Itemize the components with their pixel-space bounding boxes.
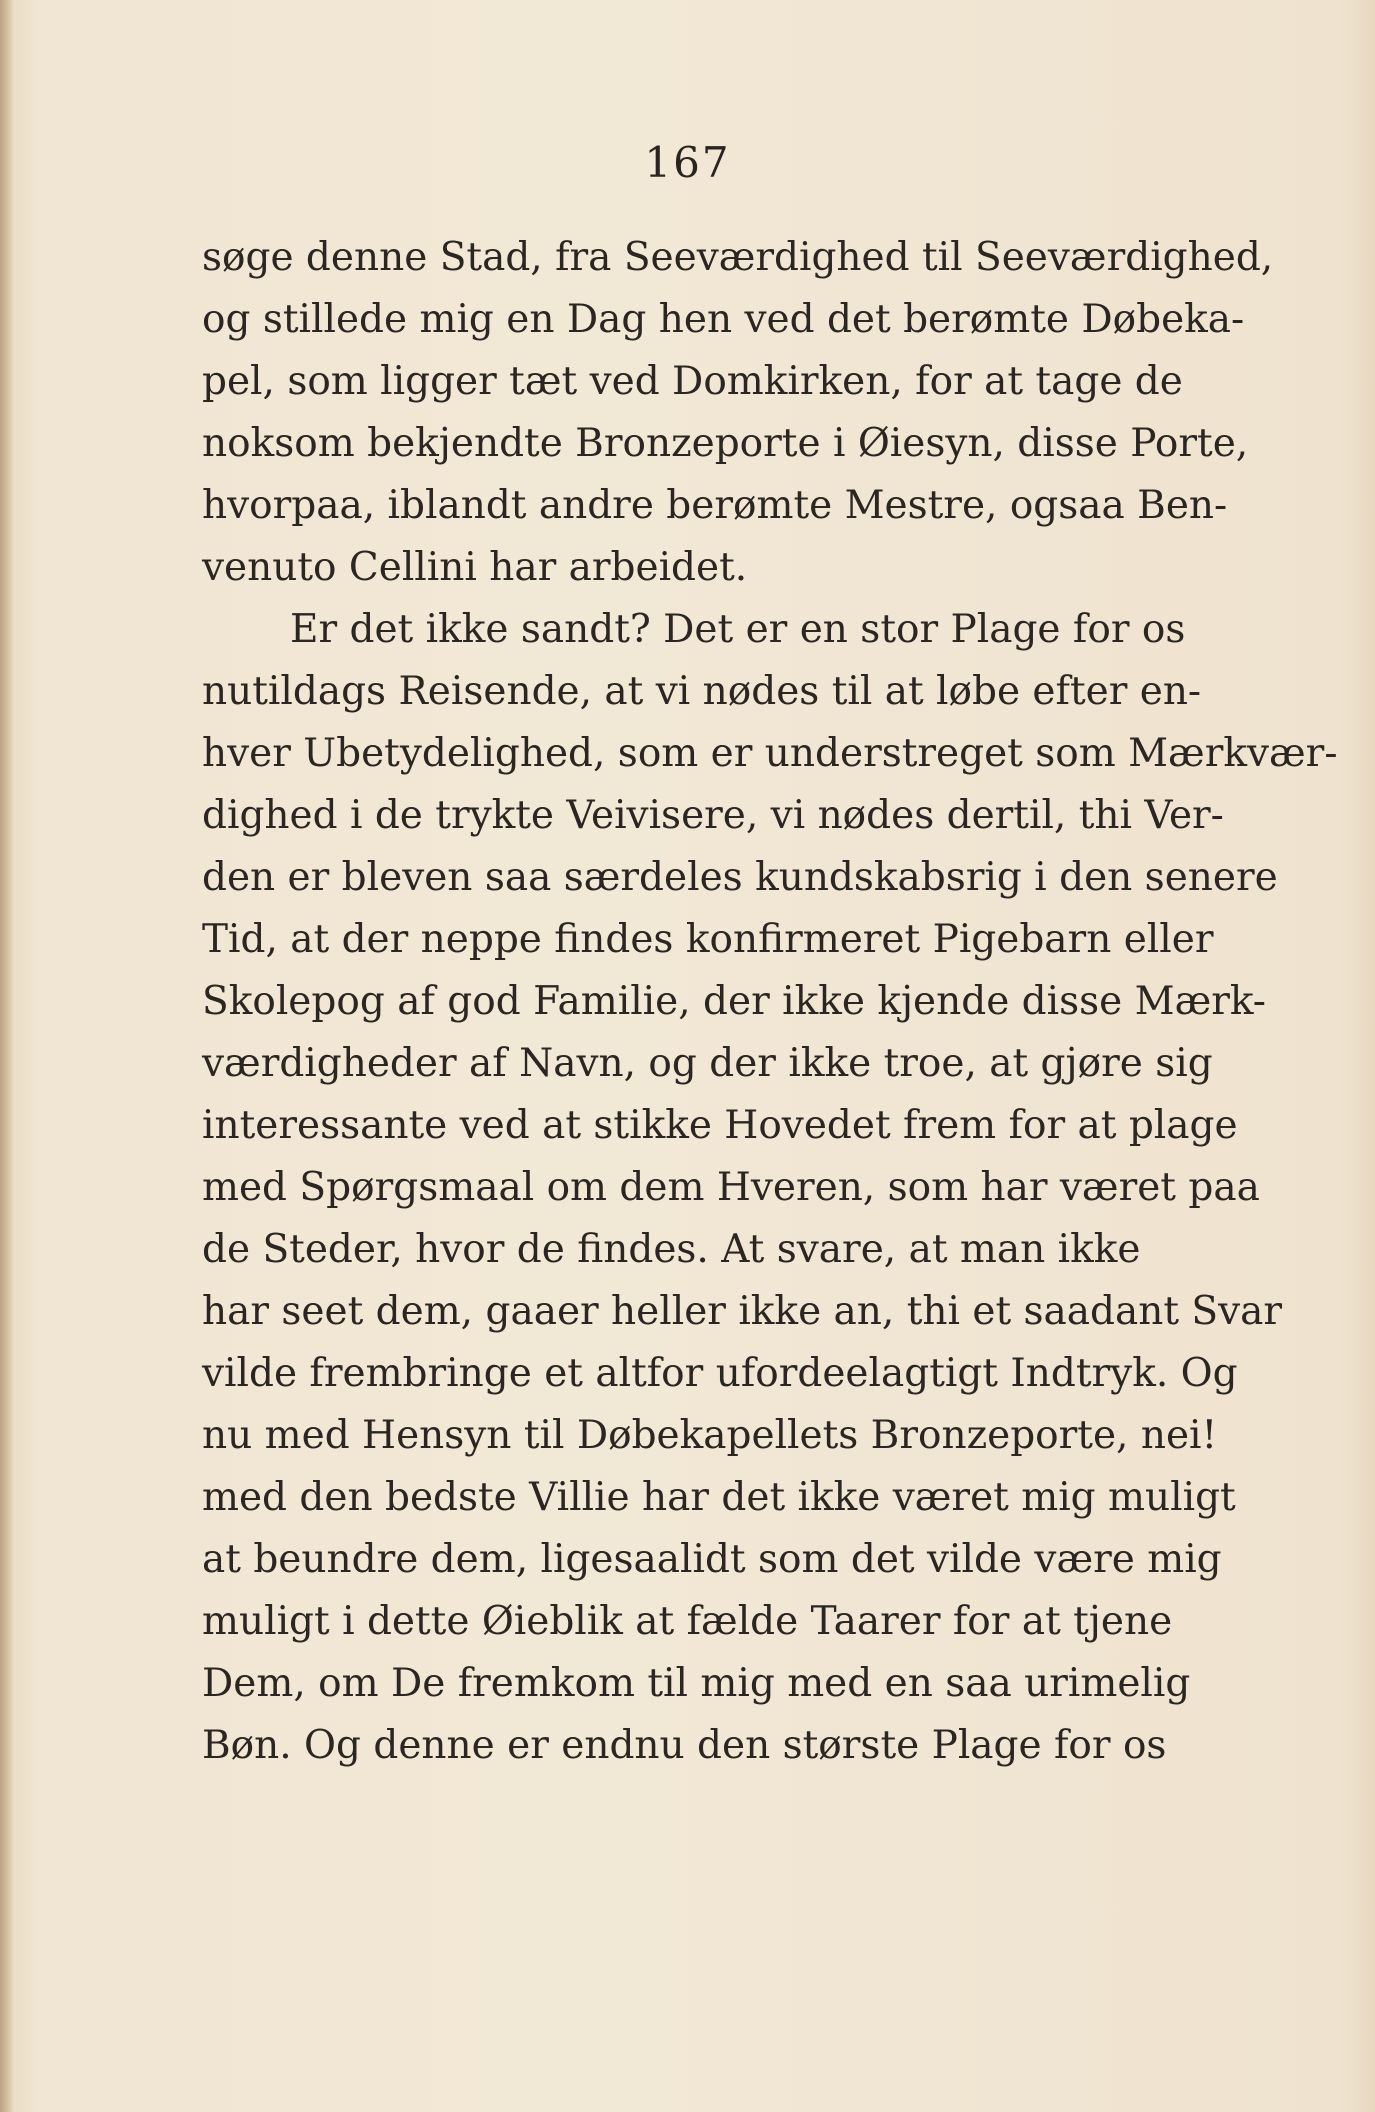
text-line: noksom bekjendte Bronzeporte i Øiesyn, disse Porte, <box>202 421 1249 466</box>
text-line: den er bleven saa særdeles kundskabsrig i den senere <box>202 855 1278 900</box>
text-line: Skolepog af god Familie, der ikke kjende disse Mærk- <box>202 979 1266 1024</box>
text-line: Dem, om De fremkom til mig med en saa urimelig <box>202 1661 1191 1706</box>
text-line: dighed i de trykte Veivisere, vi nødes dertil, thi Ver- <box>202 793 1224 838</box>
text-line: muligt i dette Øieblik at fælde Taarer for at tjene <box>202 1599 1173 1644</box>
text-line: søge denne Stad, fra Seeværdighed til Seeværdighed, <box>202 235 1274 280</box>
text-line: de Steder, hvor de findes. At svare, at man ikke <box>202 1227 1141 1272</box>
text-line: at beundre dem, ligesaalidt som det vilde være mig <box>202 1537 1222 1582</box>
text-line: værdigheder af Navn, og der ikke troe, at gjøre sig <box>202 1041 1213 1086</box>
text-line: Bøn. Og denne er endnu den største Plage for os <box>202 1723 1167 1768</box>
text-line: med den bedste Villie har det ikke været mig muligt <box>202 1475 1236 1520</box>
page-gutter-shadow <box>0 0 14 2112</box>
text-line: har seet dem, gaaer heller ikke an, thi et saadant Svar <box>202 1289 1283 1334</box>
text-line: interessante ved at stikke Hovedet frem for at plage <box>202 1103 1238 1148</box>
text-line: nu med Hensyn til Døbekapellets Bronzeporte, nei! <box>202 1413 1218 1458</box>
paragraph-first-line: Er det ikke sandt? Det er en stor Plage for os <box>290 607 1186 652</box>
text-line: med Spørgsmaal om dem Hveren, som har været paa <box>202 1165 1260 1210</box>
text-line: hver Ubetydelighed, som er understreget som Mærkvær- <box>202 731 1338 776</box>
text-line: pel, som ligger tæt ved Domkirken, for at tage de <box>202 359 1183 404</box>
text-line: venuto Cellini har arbeidet. <box>202 545 748 590</box>
page-number: 167 <box>644 138 731 187</box>
text-line: og stillede mig en Dag hen ved det berømte Døbeka- <box>202 297 1245 342</box>
text-line: Tid, at der neppe findes konfirmeret Pigebarn eller <box>202 917 1214 962</box>
text-line: nutildags Reisende, at vi nødes til at løbe efter en- <box>202 669 1202 714</box>
text-line: vilde frembringe et altfor ufordeelagtigt Indtryk. Og <box>202 1351 1238 1396</box>
text-line: hvorpaa, iblandt andre berømte Mestre, ogsaa Ben- <box>202 483 1228 528</box>
